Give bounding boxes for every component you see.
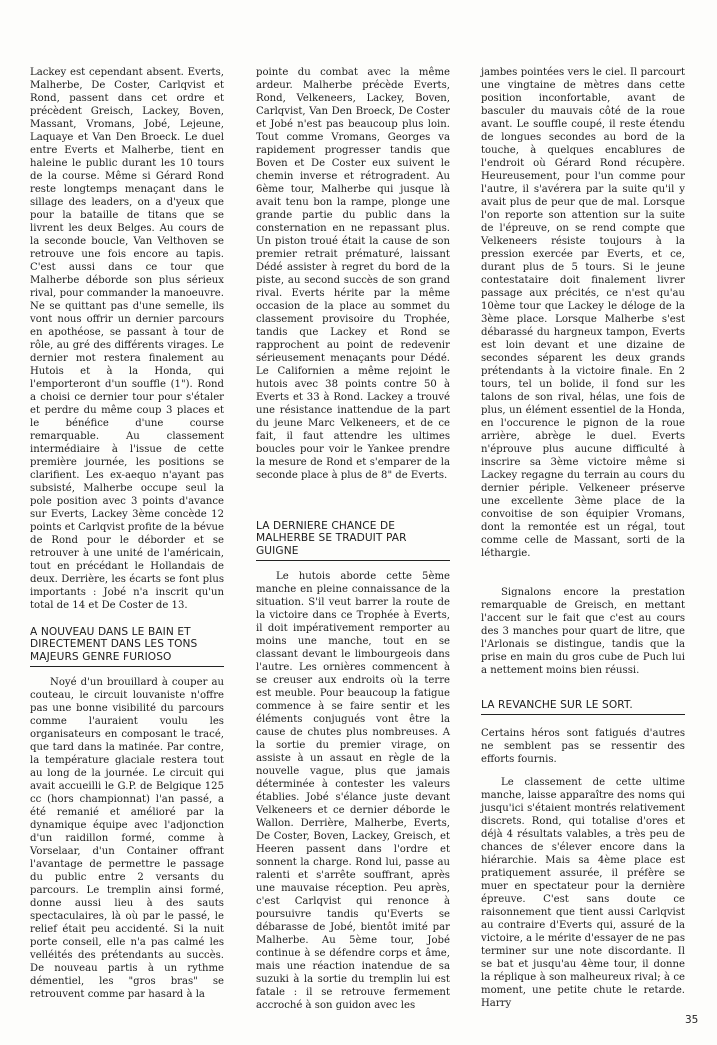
paragraph: Le classement de cette ultime manche, laisse apparaître des noms qui jusqu'ici s'étaient montrés relativement discrets. Rond, qui totalise d'ores et déjà 4 résultats valables, a très peu de chances de s'élever encore dans la hiérarchie. Mais sa 4ème place est pratiquement assurée, il préfère se muer en spectateur pour la dernière épreuve. C'est sans doute ce raisonnement que tient aussi Carlqvist au contraire d'Everts qui, assuré de la victoire, a le mérite d'essayer de ne pas terminer sur une note discordante. Il se bat et jusqu'au 4ème tour, il donne la réplique à son malheureux rival; à ce moment, une petite chute le retarde. Harry xyxy=(481,777,685,1010)
paragraph: Signalons encore la prestation remarquable de Greisch, en mettant l'accent sur le fait que c'est au cours des 3 manches pour quart de litre, que l'Arlonais se distingue, tandis que la prise en main du gros cube de Puch lui a nettement moins bien réussi. xyxy=(481,587,685,676)
section-heading: A NOUVEAU DANS LE BAIN ET DIRECTEMENT DANS LES TONS MAJEURS GENRE FURIOSO xyxy=(30,626,224,667)
column-1 xyxy=(30,66,224,1001)
paragraph: Le hutois aborde cette 5ème manche en pleine connaissance de la situation. S'il veut barrer la route de la victoire dans ce Trophée à Everts, il doit impérativement remporter au moins une manche, tout en se classant devant le limbourgeois dans l'autre. Les ornières commencent à se creuser aux endroits où la terre est meuble. Pour beaucoup la fatigue commence à se faire sentir et les éléments conjugués vont être la cause de chutes plus nombreuses. A la sortie du premier virage, on assiste à un assaut en règle de la nouvelle vague, plus que jamais déterminée à contester les valeurs établies. Jobé s'élance juste devant Velkeneers et ce dernier déborde le Wallon. Derrière, Malherbe, Everts, De Coster, Boven, Lackey, Greisch, et Heeren passent dans l'ordre et sonnent la charge. Rond lui, passe au ralenti et s'arrête souffrant, après une mauvaise réception. Peu après, c'est Carlqvist qui renonce à poursuivre tandis qu'Everts se débarasse de Jobé, bientôt imité par Malherbe. Au 5ème tour, Jobé continue à se défendre corps et âme, mais une réaction inatendue de sa suzuki à la sortie du tremplin lui est fatale : il se retrouve fermement accroché à son guidon avec les xyxy=(256,571,450,1012)
section-heading: LA DERNIERE CHANCE DE MALHERBE SE TRADUIT PAR GUIGNE xyxy=(256,520,450,561)
paragraph: Certains héros sont fatigués d'autres ne semblent pas se ressentir des efforts fournis. xyxy=(481,728,685,766)
column-2 xyxy=(256,66,450,1012)
paragraph: pointe du combat avec la même ardeur. Malherbe précède Everts, Rond, Velkeneers, Lackey, Boven, Carlqvist, Van Den Broeck, De Coster et Jobé n'est pas beaucoup plus loin. Tout comme Vromans, Georges va rapidement progresser tandis que Boven et De Coster eux suivent le chemin inverse et rétrogradent. Au 6ème tour, Malherbe qui jusque là avait tenu bon la rampe, plonge une grande partie du public dans la consternation en ne repassant plus. Un piston troué était la cause de son premier retrait prématuré, laissant Dédé assister à regret du bord de la piste, au second succès de son grand rival. Everts hérite par la même occasion de la place au sommet du classement provisoire du Trophée, tandis que Lackey et Rond se rapprochent au point de redevenir sérieusement menaçants pour Dédé. Le Californien a même rejoint le hutois avec 38 points contre 50 à Everts et 33 à Rond. Lackey a trouvé une résistance inattendue de la part du jeune Marc Velkeneers, et de ce fait, il faut attendre les ultimes boucles pour voir le Yankee prendre la mesure de Rond et s'emparer de la seconde place à plus de 8" de Everts. xyxy=(256,67,450,481)
paragraph: Lackey est cependant absent. Everts, Malherbe, De Coster, Carlqvist et Rond, passent dans cet ordre et précèdent Greisch, Lackey, Boven, Massant, Vromans, Jobé, Lejeune, Laquaye et Van Den Broeck. Le duel entre Everts et Malherbe, tient en haleine le public durant les 10 tours de la course. Même si Gérard Rond reste longtemps menaçant dans le sillage des leaders, on a d'yeux que pour la bataille de titans que se livrent les deux Belges. Au cours de la seconde boucle, Van Velthoven se retrouve une fois encore au tapis. C'est aussi dans ce tour que Malherbe déborde son plus sérieux rival, pour commander la manoeuvre. Ne se quittant pas d'une semelle, ils vont nous offrir un dernier parcours en apothéose, se passant à tour de rôle, au gré des différents virages. Le dernier mot restera finalement au Hutois et à la Honda, qui l'emporteront d'un souffle (1"). Rond a choisi ce dernier tour pour s'étaler et perdre du même coup 3 places et le bénéfice d'une course remarquable. Au classement intermédiaire à l'issue de cette première journée, les positions se clarifient. Les ex-aequo n'ayant pas subsisté, Malherbe occupe seul la pole position avec 3 points d'avance sur Everts, Lackey 3ème concède 12 points et Carlqvist profite de la bévue de Rond pour le déborder et se retrouver à une unité de l'américain, tout en précédant le Hollandais de deux. Derrière, les écarts se font plus importants : Jobé n'a inscrit qu'un total de 14 et De Coster de 13. xyxy=(30,67,224,611)
paragraph: Noyé d'un brouillard à couper au couteau, le circuit louvaniste n'offre pas une bonne visibilité du parcours comme l'auraient voulu les organisateurs en composant le tracé, que tard dans la matinée. Par contre, la température glaciale restera tout au long de la journée. Le circuit qui avait accueilli le G.P. de Belgique 125 cc (hors championnat) l'an passé, a été remanié et amélioré par la dynamique équipe avec l'adjonction d'un raidillon formé, comme à Vorselaar, d'un Container offrant l'avantage de permettre le passage du public entre 2 versants du parcours. Le tremplin ainsi formé, donne aussi lieu à des sauts spectaculaires, là où par le passé, le relief était peu accidenté. Si la nuit porte conseil, elle n'a pas calmé les velléités des prétendants au succès. De nouveau partis à un rythme démentiel, les "gros bras" se retrouvent comme par hasard à la xyxy=(30,677,224,1001)
page-number: 35 xyxy=(685,1014,699,1026)
paragraph: jambes pointées vers le ciel. Il parcourt une vingtaine de mètres dans cette position inconfortable, avant de basculer du mauvais côté de la roue avant. Le souffle coupé, il reste étendu de longues secondes au bord de la touche, à quelques encablures de l'endroit où Gérard Rond récupère. Heureusement, pour l'un comme pour l'autre, il s'avérera par la suite qu'il y avait plus de peur que de mal. Lorsque l'on reporte son attention sur la suite de l'épreuve, on se rend compte que Velkeneers résiste toujours à la pression exercée par Everts, et ce, durant plus de 5 tours. Si le jeune contestataire doit finalement livrer passage aux précités, ce n'est qu'au 10ème tour que Lackey le déloge de la 3ème place. Lorsque Malherbe s'est débarassé du hargneux tampon, Everts est loin devant et une dizaine de secondes séparent les deux grands prétendants à la victoire finale. En 2 tours, tel un bolide, il fond sur les talons de son rival, hélas, une fois de plus, un élément essentiel de la Honda, en l'occurence le pignon de la roue arrière, abrège le duel. Everts n'éprouve plus aucune difficulté à inscrire sa 3ème victoire même si Lackey regagne du terrain au cours du dernier périple. Velkeneer préserve une excellente 3ème place de la convoitise de son équipier Vromans, dont la remontée est un régal, tout comme celle de Massant, sorti de la léthargie. xyxy=(481,67,685,559)
column-3 xyxy=(481,66,685,1010)
section-heading: LA REVANCHE SUR LE SORT. xyxy=(481,699,685,715)
